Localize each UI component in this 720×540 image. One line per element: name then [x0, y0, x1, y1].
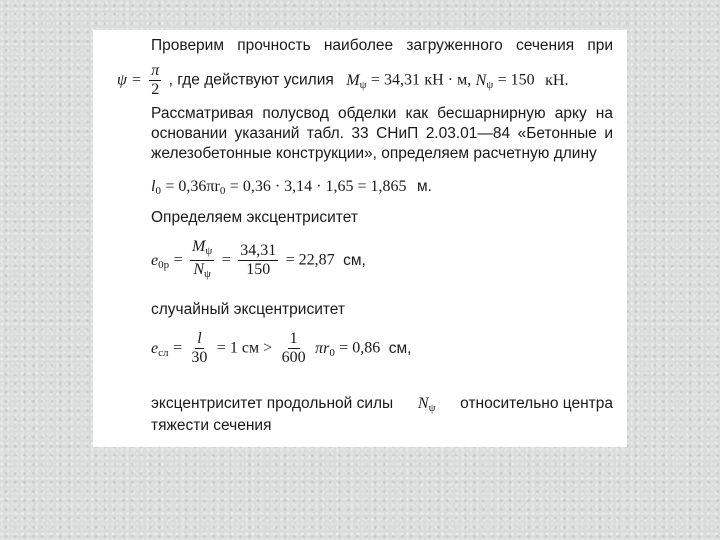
random-eccentricity-unit: см,: [388, 339, 412, 357]
eccentricity-unit: см,: [343, 251, 366, 269]
paragraph-line-5: железобетонные конструкции», определяем расчетную длину: [151, 145, 597, 162]
equation-eccentricity: $e_{0р}$ = $\frac{M_\psi}{N_\psi}$ = $\frac{34,31}{150}$ = 22,87 см,: [151, 238, 366, 283]
paragraph-line-4: основании указаний табл. 33 СНиП 2.03.01—84 «Бетонные и: [151, 125, 613, 142]
equation-text: , где действуют усилия: [168, 71, 334, 89]
fraction-numerator: π: [151, 62, 160, 79]
length-symbol: $l_0$: [151, 178, 161, 197]
fraction-denominator: 2: [151, 81, 160, 98]
paragraph-line-11: эксцентриситет продольной силы $N_\psi$ относительно центра: [151, 394, 613, 418]
moment-value: = 34,31: [370, 71, 420, 89]
paragraph-line-3: Рассматривая полусвод обделки как бесшарнирную арку на: [151, 105, 613, 122]
one-over-600-fraction: $\frac{1}{600}$: [281, 330, 306, 366]
paragraph-line-7: Определяем эксцентриситет: [151, 209, 358, 226]
moment-over-force-fraction: $\frac{M_\psi}{N_\psi}$: [192, 238, 213, 280]
eccentricity-symbol: $e_{0р}$: [151, 251, 170, 271]
force-symbol: $N_\psi$: [475, 71, 494, 91]
length-calculation: = 0,36 · 3,14 · 1,65 = 1,865: [229, 178, 407, 195]
comparison-text: = 1 см >: [216, 339, 273, 357]
length-unit: м.: [416, 178, 432, 195]
equation-design-length: [151, 178, 432, 197]
pi-r-term: $\pi r_0$: [315, 339, 335, 359]
l-over-30-fraction: $\frac{l}{30}$: [191, 330, 208, 366]
force-value: = 150: [497, 71, 535, 89]
moment-symbol: $M_\psi$: [346, 71, 367, 91]
length-expression: = $0,36\pi r_0$: [165, 178, 226, 197]
psi-equals: ψ =: [117, 71, 142, 89]
equation-random-eccentricity: $e_{сл}$ = $\frac{l}{30}$ = 1 см > $\frac{1}{600}$ $\pi r_0 = 0,86$ см,: [151, 330, 412, 366]
force-unit: кН.: [545, 71, 569, 89]
paragraph-line-12: тяжести сечения: [151, 417, 272, 434]
document-page: [93, 30, 627, 447]
random-eccentricity-result: = 0,86: [339, 339, 381, 357]
random-eccentricity-symbol: $e_{сл}$: [151, 339, 169, 359]
axial-force-symbol: $N_\psi$: [417, 395, 436, 414]
pi-over-two-fraction: [149, 62, 161, 99]
moment-unit: кН · м,: [424, 71, 472, 89]
paragraph-line-9: случайный эксцентриситет: [151, 301, 345, 318]
numeric-fraction: $\frac{34,31}{150}$: [240, 242, 277, 278]
eccentricity-result: = 22,87: [285, 251, 335, 269]
equation-forces: [117, 62, 568, 99]
paragraph-line-1: Проверим прочность наиболее загруженного сечения при: [151, 37, 613, 54]
